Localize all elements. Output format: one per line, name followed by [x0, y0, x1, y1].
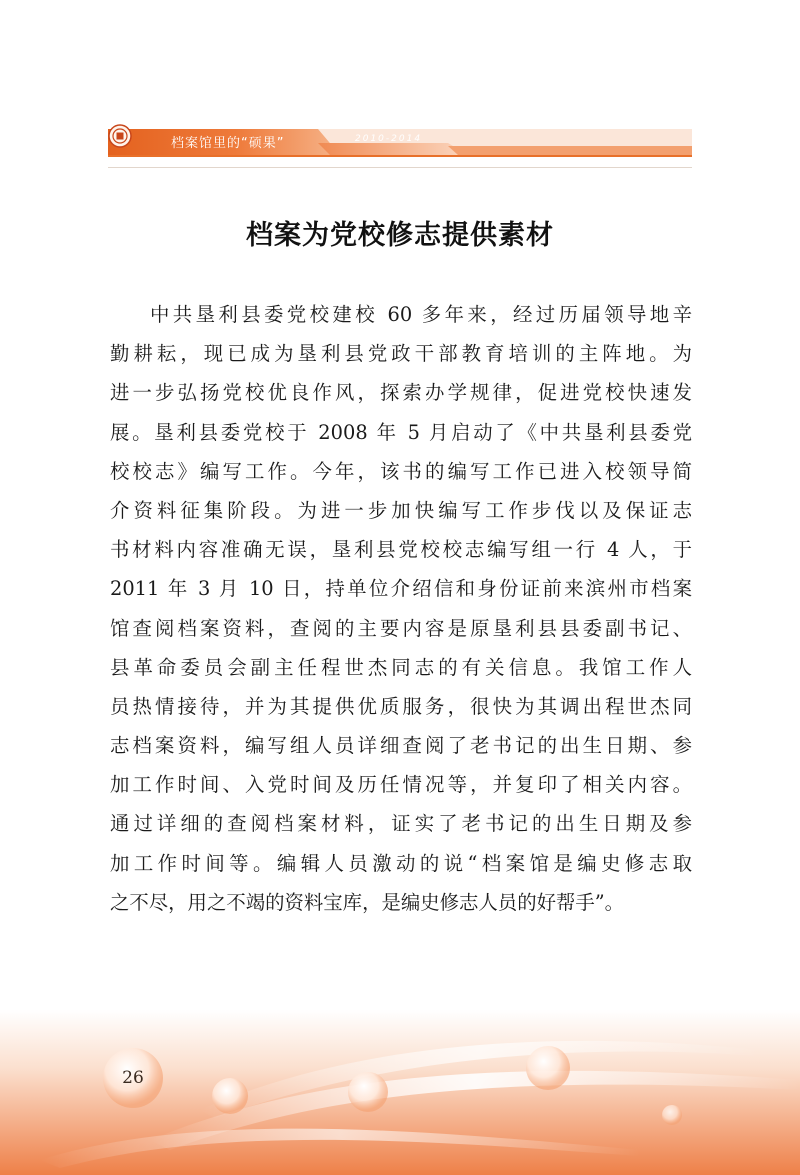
body-line: 加工作时间等。编辑人员激动的说“档案馆是编史修志取	[110, 851, 692, 875]
body-line: 加工作时间、入党时间及历任情况等，并复印了相关内容。	[110, 773, 692, 797]
bubble-shape	[212, 1078, 248, 1114]
body-line: 2011 年 3 月 10 日，持单位介绍信和身份证前来滨州市档案	[110, 577, 692, 601]
body-line: 之不尽，用之不竭的资料宝库，是编史修志人员的好帮手”。	[110, 890, 625, 914]
body-line: 馆查阅档案资料，查阅的主要内容是原垦利县县委副书记、	[110, 616, 692, 640]
body-line: 通过详细的查阅档案材料，证实了老书记的出生日期及参	[110, 812, 692, 836]
body-line: 志档案资料，编写组人员详细查阅了老书记的出生日期、参	[110, 734, 692, 758]
body-line: 介资料征集阶段。为进一步加快编写工作步伐以及保证志	[110, 498, 692, 522]
header-divider	[108, 167, 692, 168]
section-header-band	[108, 124, 692, 160]
bubble-shape	[526, 1046, 570, 1090]
body-line: 勤耕耘，现已成为垦利县党政干部教育培训的主阵地。为	[110, 342, 692, 366]
article-title: 档案为党校修志提供素材	[246, 220, 554, 251]
page-number: 26	[122, 1068, 144, 1088]
bubble-shape	[348, 1072, 388, 1112]
section-title: 档案馆里的“硕果”	[171, 136, 285, 151]
section-years: 2010-2014	[355, 134, 423, 144]
body-line: 展。垦利县委党校于 2008 年 5 月启动了《中共垦利县委党	[110, 420, 692, 444]
body-line: 县革命委员会副主任程世杰同志的有关信息。我馆工作人	[110, 655, 692, 679]
body-line: 进一步弘扬党校优良作风，探索办学规律，促进党校快速发	[110, 381, 692, 405]
body-line: 校校志》编写工作。今年，该书的编写工作已进入校领导简	[110, 459, 692, 483]
body-line: 中共垦利县委党校建校 60 多年来，经过历届领导地辛	[150, 303, 692, 326]
bubble-shape	[662, 1105, 682, 1125]
body-line: 员热情接待，并为其提供优质服务，很快为其调出程世杰同	[110, 694, 692, 718]
emblem-icon	[108, 124, 132, 148]
article-body	[110, 295, 692, 922]
body-line: 书材料内容准确无误，垦利县党校校志编写组一行 4 人，于	[110, 538, 692, 562]
